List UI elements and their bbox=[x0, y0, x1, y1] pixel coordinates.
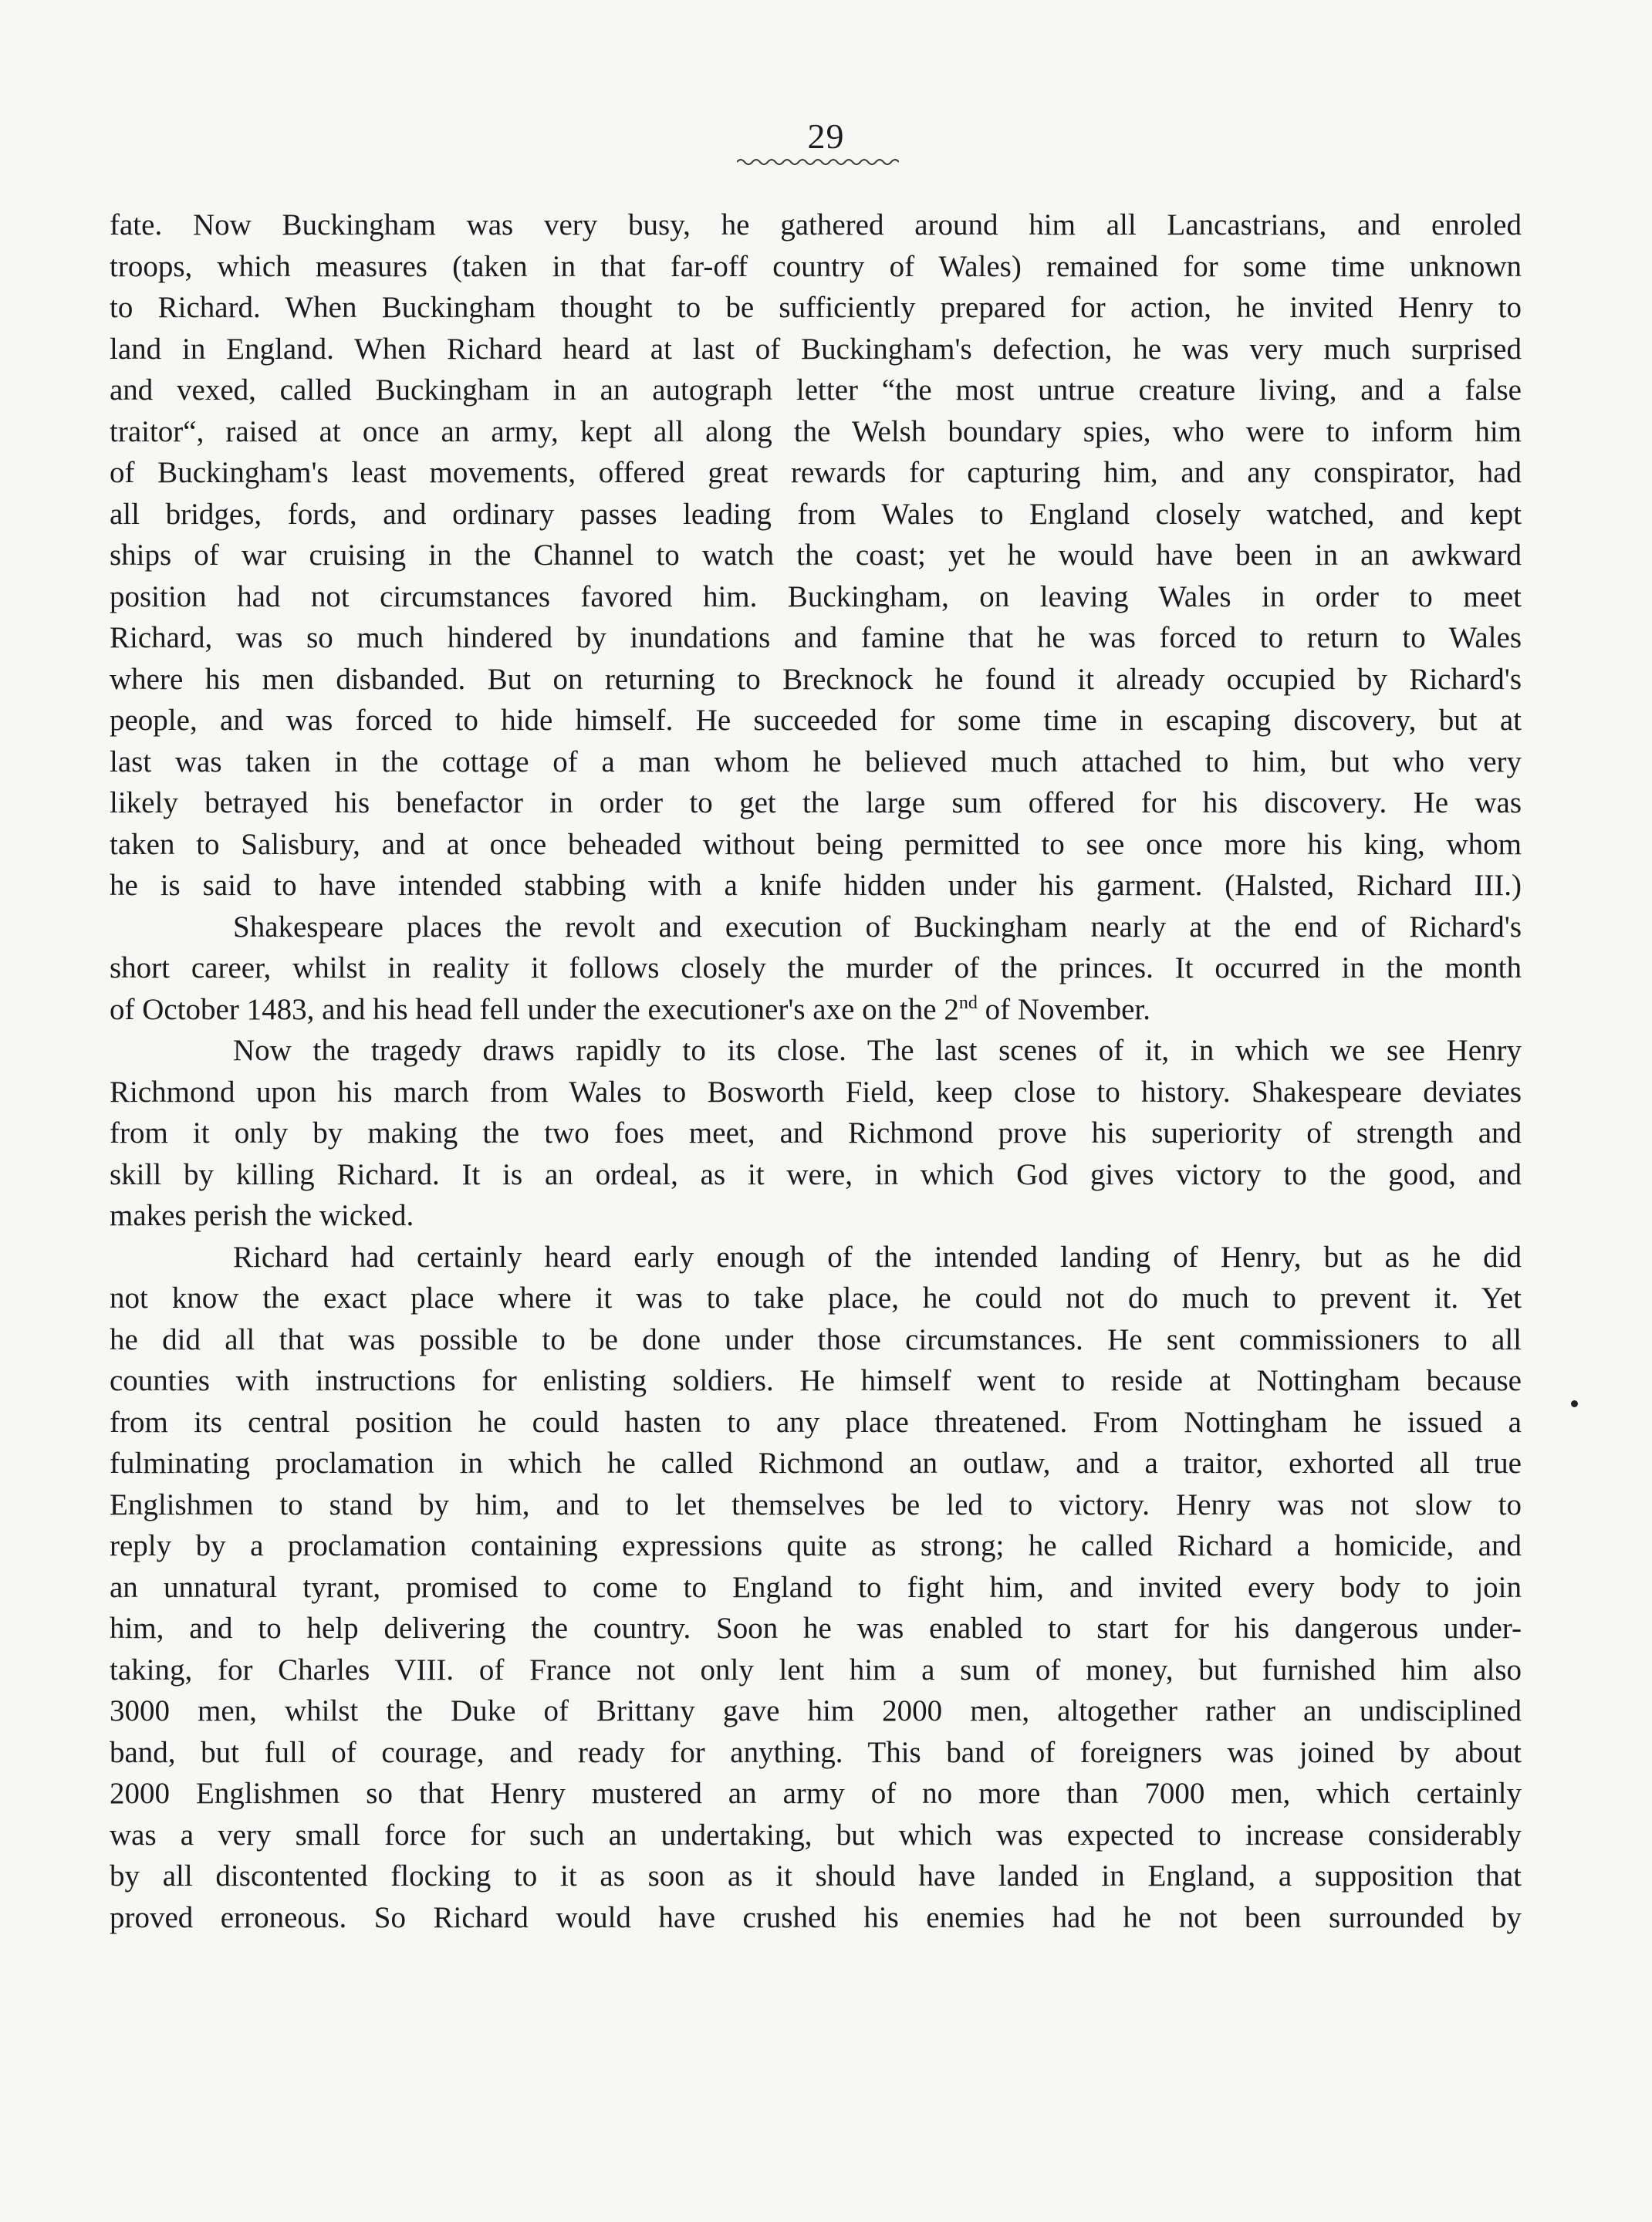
text-line: skill by killing Richard. It is an ordeal, as it were, in which God gives victory to the good, and bbox=[110, 1157, 1522, 1191]
text-line: of Buckingham's least movements, offered great rewards for capturing him, and any conspirator, had bbox=[110, 456, 1522, 489]
text-line: Now the tragedy draws rapidly to its close. The last scenes of it, in which we see Henry bbox=[233, 1034, 1522, 1067]
text-line: Richard, was so much hindered by inundations and famine that he was forced to return to Wales bbox=[110, 621, 1522, 654]
text-line: where his men disbanded. But on returning to Brecknock he found it already occupied by Richard's bbox=[110, 662, 1522, 696]
text-line: from its central position he could hasten to any place threatened. From Nottingham he issued a bbox=[110, 1405, 1522, 1439]
text-line: people, and was forced to hide himself. He succeeded for some time in escaping discovery, but at bbox=[110, 704, 1522, 737]
page-number: 29 bbox=[807, 117, 845, 156]
text-line: land in England. When Richard heard at last of Buckingham's defection, he was very much surprised bbox=[110, 332, 1522, 366]
text-line: fulminating proclamation in which he called Richmond an outlaw, and a traitor, exhorted all true bbox=[110, 1447, 1522, 1480]
body-text bbox=[110, 204, 1522, 1938]
text-line: likely betrayed his benefactor in order to get the large sum offered for his discovery. He was bbox=[110, 786, 1522, 819]
text-line: not know the exact place where it was to take place, he could not do much to prevent it. Yet bbox=[110, 1282, 1522, 1315]
text-line: Richmond upon his march from Wales to Bosworth Field, keep close to history. Shakespeare deviates bbox=[110, 1075, 1522, 1109]
text-line: ships of war cruising in the Channel to watch the coast; yet he would have been in an awkward bbox=[110, 539, 1522, 572]
text-line: fate. Now Buckingham was very busy, he gathered around him all Lancastrians, and enroled bbox=[110, 208, 1522, 241]
ordinal-superscript: nd bbox=[958, 992, 978, 1013]
text-line: him, and to help delivering the country. Soon he was enabled to start for his dangerous under- bbox=[110, 1612, 1522, 1645]
text-line: short career, whilst in reality it follows closely the murder of the princes. It occurred in the month bbox=[110, 951, 1522, 984]
text-line bbox=[110, 989, 1522, 1031]
text-line: proved erroneous. So Richard would have crushed his enemies had he not been surrounded by bbox=[110, 1900, 1522, 1934]
text-line: taking, for Charles VIII. of France not only lent him a sum of money, but furnished him also bbox=[110, 1653, 1522, 1687]
text-line: an unnatural tyrant, promised to come to England to fight him, and invited every body to join bbox=[110, 1570, 1522, 1604]
text-line: he is said to have intended stabbing with a knife hidden under his garment. (Halsted, Richard III.) bbox=[110, 869, 1522, 902]
wavy-ornament bbox=[737, 156, 899, 168]
text-line-end: of November. bbox=[977, 992, 1151, 1026]
text-line: makes perish the wicked. bbox=[110, 1199, 414, 1232]
text-line: was a very small force for such an undertaking, but which was expected to increase considerably bbox=[110, 1818, 1522, 1852]
text-line: Englishmen to stand by him, and to let themselves be led to victory. Henry was not slow to bbox=[110, 1488, 1522, 1521]
text-line: he did all that was possible to be done under those circumstances. He sent commissioners to all bbox=[110, 1322, 1522, 1356]
text-line: reply by a proclamation containing expressions quite as strong; he called Richard a homicide, and bbox=[110, 1529, 1522, 1562]
text-line: by all discontented flocking to it as soon as it should have landed in England, a supposition that bbox=[110, 1859, 1522, 1893]
text-line: taken to Salisbury, and at once beheaded without being permitted to see once more his king, whom bbox=[110, 827, 1522, 861]
text-line: band, but full of courage, and ready for anything. This band of foreigners was joined by about bbox=[110, 1735, 1522, 1769]
text-line: 3000 men, whilst the Duke of Brittany gave him 2000 men, altogether rather an undisciplined bbox=[110, 1694, 1522, 1727]
text-line: all bridges, fords, and ordinary passes leading from Wales to England closely watched, and kept bbox=[110, 497, 1522, 531]
text-line: troops, which measures (taken in that far-off country of Wales) remained for some time unknown bbox=[110, 249, 1522, 283]
text-line-start: of October 1483, and his head fell under the executioner's axe on the 2 bbox=[110, 992, 959, 1026]
text-line: to Richard. When Buckingham thought to be sufficiently prepared for action, he invited Henry to bbox=[110, 291, 1522, 324]
text-line: position had not circumstances favored him. Buckingham, on leaving Wales in order to meet bbox=[110, 579, 1522, 613]
text-line: 2000 Englishmen so that Henry mustered an army of no more than 7000 men, which certainly bbox=[110, 1777, 1522, 1810]
text-line: traitor“, raised at once an army, kept all along the Welsh boundary spies, who were to inform him bbox=[110, 414, 1522, 448]
margin-dot bbox=[1571, 1400, 1578, 1407]
text-line: Richard had certainly heard early enough of the intended landing of Henry, but as he did bbox=[233, 1240, 1522, 1274]
text-line: Shakespeare places the revolt and execution of Buckingham nearly at the end of Richard's bbox=[233, 910, 1522, 944]
text-line: and vexed, called Buckingham in an autograph letter “the most untrue creature living, and a false bbox=[110, 373, 1522, 407]
text-line: counties with instructions for enlisting soldiers. He himself went to reside at Nottingham because bbox=[110, 1364, 1522, 1397]
text-line: last was taken in the cottage of a man whom he believed much attached to him, but who very bbox=[110, 745, 1522, 778]
text-line: from it only by making the two foes meet, and Richmond prove his superiority of strength and bbox=[110, 1116, 1522, 1150]
